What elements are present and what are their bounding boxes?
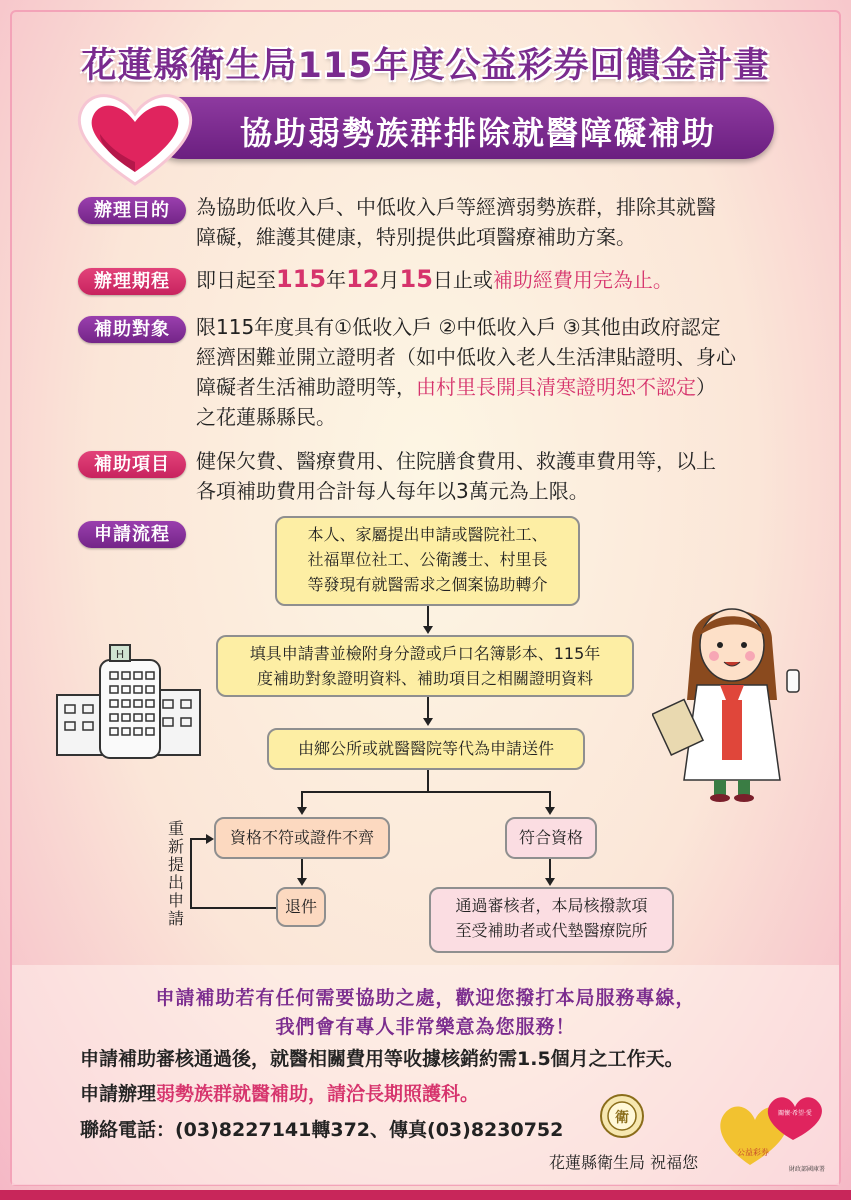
help-line-1: 申請補助若有任何需要協助之處，歡迎您撥打本局服務專線， — [155, 987, 696, 1009]
svg-text:H: H — [115, 648, 125, 661]
period-day-unit: 日止或 — [432, 268, 493, 292]
flow-step-application-line-1: 填具申請書並檢附身分證或戶口名簿影本、115年 — [249, 644, 601, 663]
flow-step-ineligible: 資格不符或證件不齊 — [214, 817, 390, 859]
health-bureau-seal-icon — [598, 1092, 646, 1140]
flow-arrow-right-icon — [206, 834, 214, 844]
flow-arrow-down-icon — [545, 878, 555, 886]
resubmit-line — [190, 907, 276, 909]
flow-step-approve-line-2: 至受補助者或代墊醫療院所 — [455, 921, 648, 940]
flow-step-referral-line-3: 等發現有就醫需求之個案協助轉介 — [307, 575, 548, 594]
period-prefix: 即日起至 — [196, 268, 276, 292]
subtitle-banner — [150, 97, 774, 159]
items-line-1: 健保欠費、醫療費用、住院膳食費用、救護車費用等，以上 — [196, 449, 716, 473]
flow-arrow-down-icon — [545, 807, 555, 815]
flow-arrow-down-icon — [423, 626, 433, 634]
target-line-1: 限115年度具有①低收入戶 ②中低收入戶 ③其他由政府認定 — [196, 315, 721, 339]
flow-step-referral — [275, 516, 580, 606]
section-label-process: 申請流程 — [78, 521, 186, 548]
section-text-period — [196, 264, 786, 295]
heart-icon — [70, 84, 200, 194]
target-line-4: 之花蓮縣縣民。 — [196, 405, 336, 429]
target-line-3b: 由村里長開具清寒證明恕不認定 — [416, 375, 696, 399]
flow-step-approve-line-1: 通過審核者，本局核撥款項 — [455, 896, 648, 915]
flow-connector — [301, 859, 303, 879]
note-reimbursement: 申請補助審核通過後，就醫相關費用等收據核銷約需1.5個月之工作天。 — [80, 1048, 684, 1070]
period-year: 115 — [276, 265, 327, 293]
section-label-target: 補助對象 — [78, 316, 186, 343]
section-text-purpose — [196, 192, 786, 252]
target-line-3a: 障礙者生活補助證明等， — [196, 375, 416, 399]
flow-step-referral-line-1: 本人、家屬提出申請或醫院社工、 — [307, 525, 548, 544]
flow-step-application-line-2: 度補助對象證明資料、補助項目之相關證明資料 — [256, 669, 593, 688]
flow-arrow-down-icon — [297, 807, 307, 815]
hospital-icon — [55, 640, 205, 765]
target-line-2: 經濟困難並開立證明者（如中低收入老人生活津貼證明、身心 — [196, 345, 736, 369]
items-line-2: 各項補助費用合計每人每年以3萬元為上限。 — [196, 479, 589, 503]
period-year-unit: 年 — [326, 268, 347, 292]
note-contact-department — [80, 1079, 479, 1106]
flow-connector — [549, 859, 551, 879]
flow-connector — [549, 791, 551, 808]
section-text-target — [196, 312, 786, 432]
period-ending: 補助經費用完為止。 — [492, 268, 673, 292]
target-line-3 — [196, 372, 786, 402]
doctor-icon — [652, 590, 812, 805]
flow-step-referral-line-2: 社福單位社工、公衛護士、村里長 — [307, 550, 548, 569]
finance-ministry-label: 財政部國庫署 — [788, 1166, 826, 1173]
lottery-logo-text: 公益彩券 — [737, 1148, 769, 1157]
page-title: 花蓮縣衛生局115年度公益彩券回饋金計畫 — [81, 46, 770, 86]
signoff: 花蓮縣衛生局 祝福您 — [549, 1153, 699, 1172]
section-label-period: 辦理期程 — [78, 268, 186, 295]
section-label-items: 補助項目 — [78, 451, 186, 478]
flow-step-eligible: 符合資格 — [505, 817, 597, 859]
section-text-items — [196, 446, 786, 506]
flow-step-approve — [429, 887, 674, 953]
flow-arrow-down-icon — [297, 878, 307, 886]
flow-step-return: 退件 — [276, 887, 326, 927]
resubmit-label: 重新提出申請 — [167, 819, 184, 928]
lottery-logo-icon — [715, 1085, 830, 1175]
contact-phone: 聯絡電話：(03)8227141轉372、傳真(03)8230752 — [80, 1119, 564, 1141]
flow-connector — [427, 697, 429, 719]
flow-connector — [427, 770, 429, 792]
period-day: 15 — [399, 265, 433, 293]
subtitle-text: 協助弱勢族群排除就醫障礙補助 — [240, 114, 717, 152]
period-month-unit: 月 — [379, 268, 400, 292]
purpose-line-2: 障礙，維護其健康，特別提供此項醫療補助方案。 — [196, 225, 636, 249]
flow-connector — [301, 791, 303, 808]
resubmit-line — [190, 838, 192, 909]
purpose-line-1: 為協助低收入戶、中低收入戶等經濟弱勢族群，排除其就醫 — [196, 195, 716, 219]
section-label-purpose: 辦理目的 — [78, 197, 186, 224]
flow-step-application — [216, 635, 634, 697]
note-contact-highlight: 弱勢族群就醫補助，請洽長期照護科。 — [156, 1083, 480, 1105]
resubmit-line — [190, 838, 207, 840]
flow-arrow-down-icon — [423, 718, 433, 726]
lottery-slogan: 關懷·希望·愛 — [778, 1110, 812, 1117]
seal-char: 衛 — [615, 1110, 629, 1126]
flow-step-submit: 由鄉公所或就醫醫院等代為申請送件 — [267, 728, 585, 770]
flow-connector — [427, 606, 429, 628]
note-contact-prefix: 申請辦理 — [80, 1083, 157, 1105]
period-month: 12 — [346, 265, 380, 293]
target-line-3c: ） — [696, 375, 716, 399]
help-line-2: 我們會有專人非常樂意為您服務！ — [275, 1016, 576, 1038]
flow-branch-line — [301, 791, 551, 793]
